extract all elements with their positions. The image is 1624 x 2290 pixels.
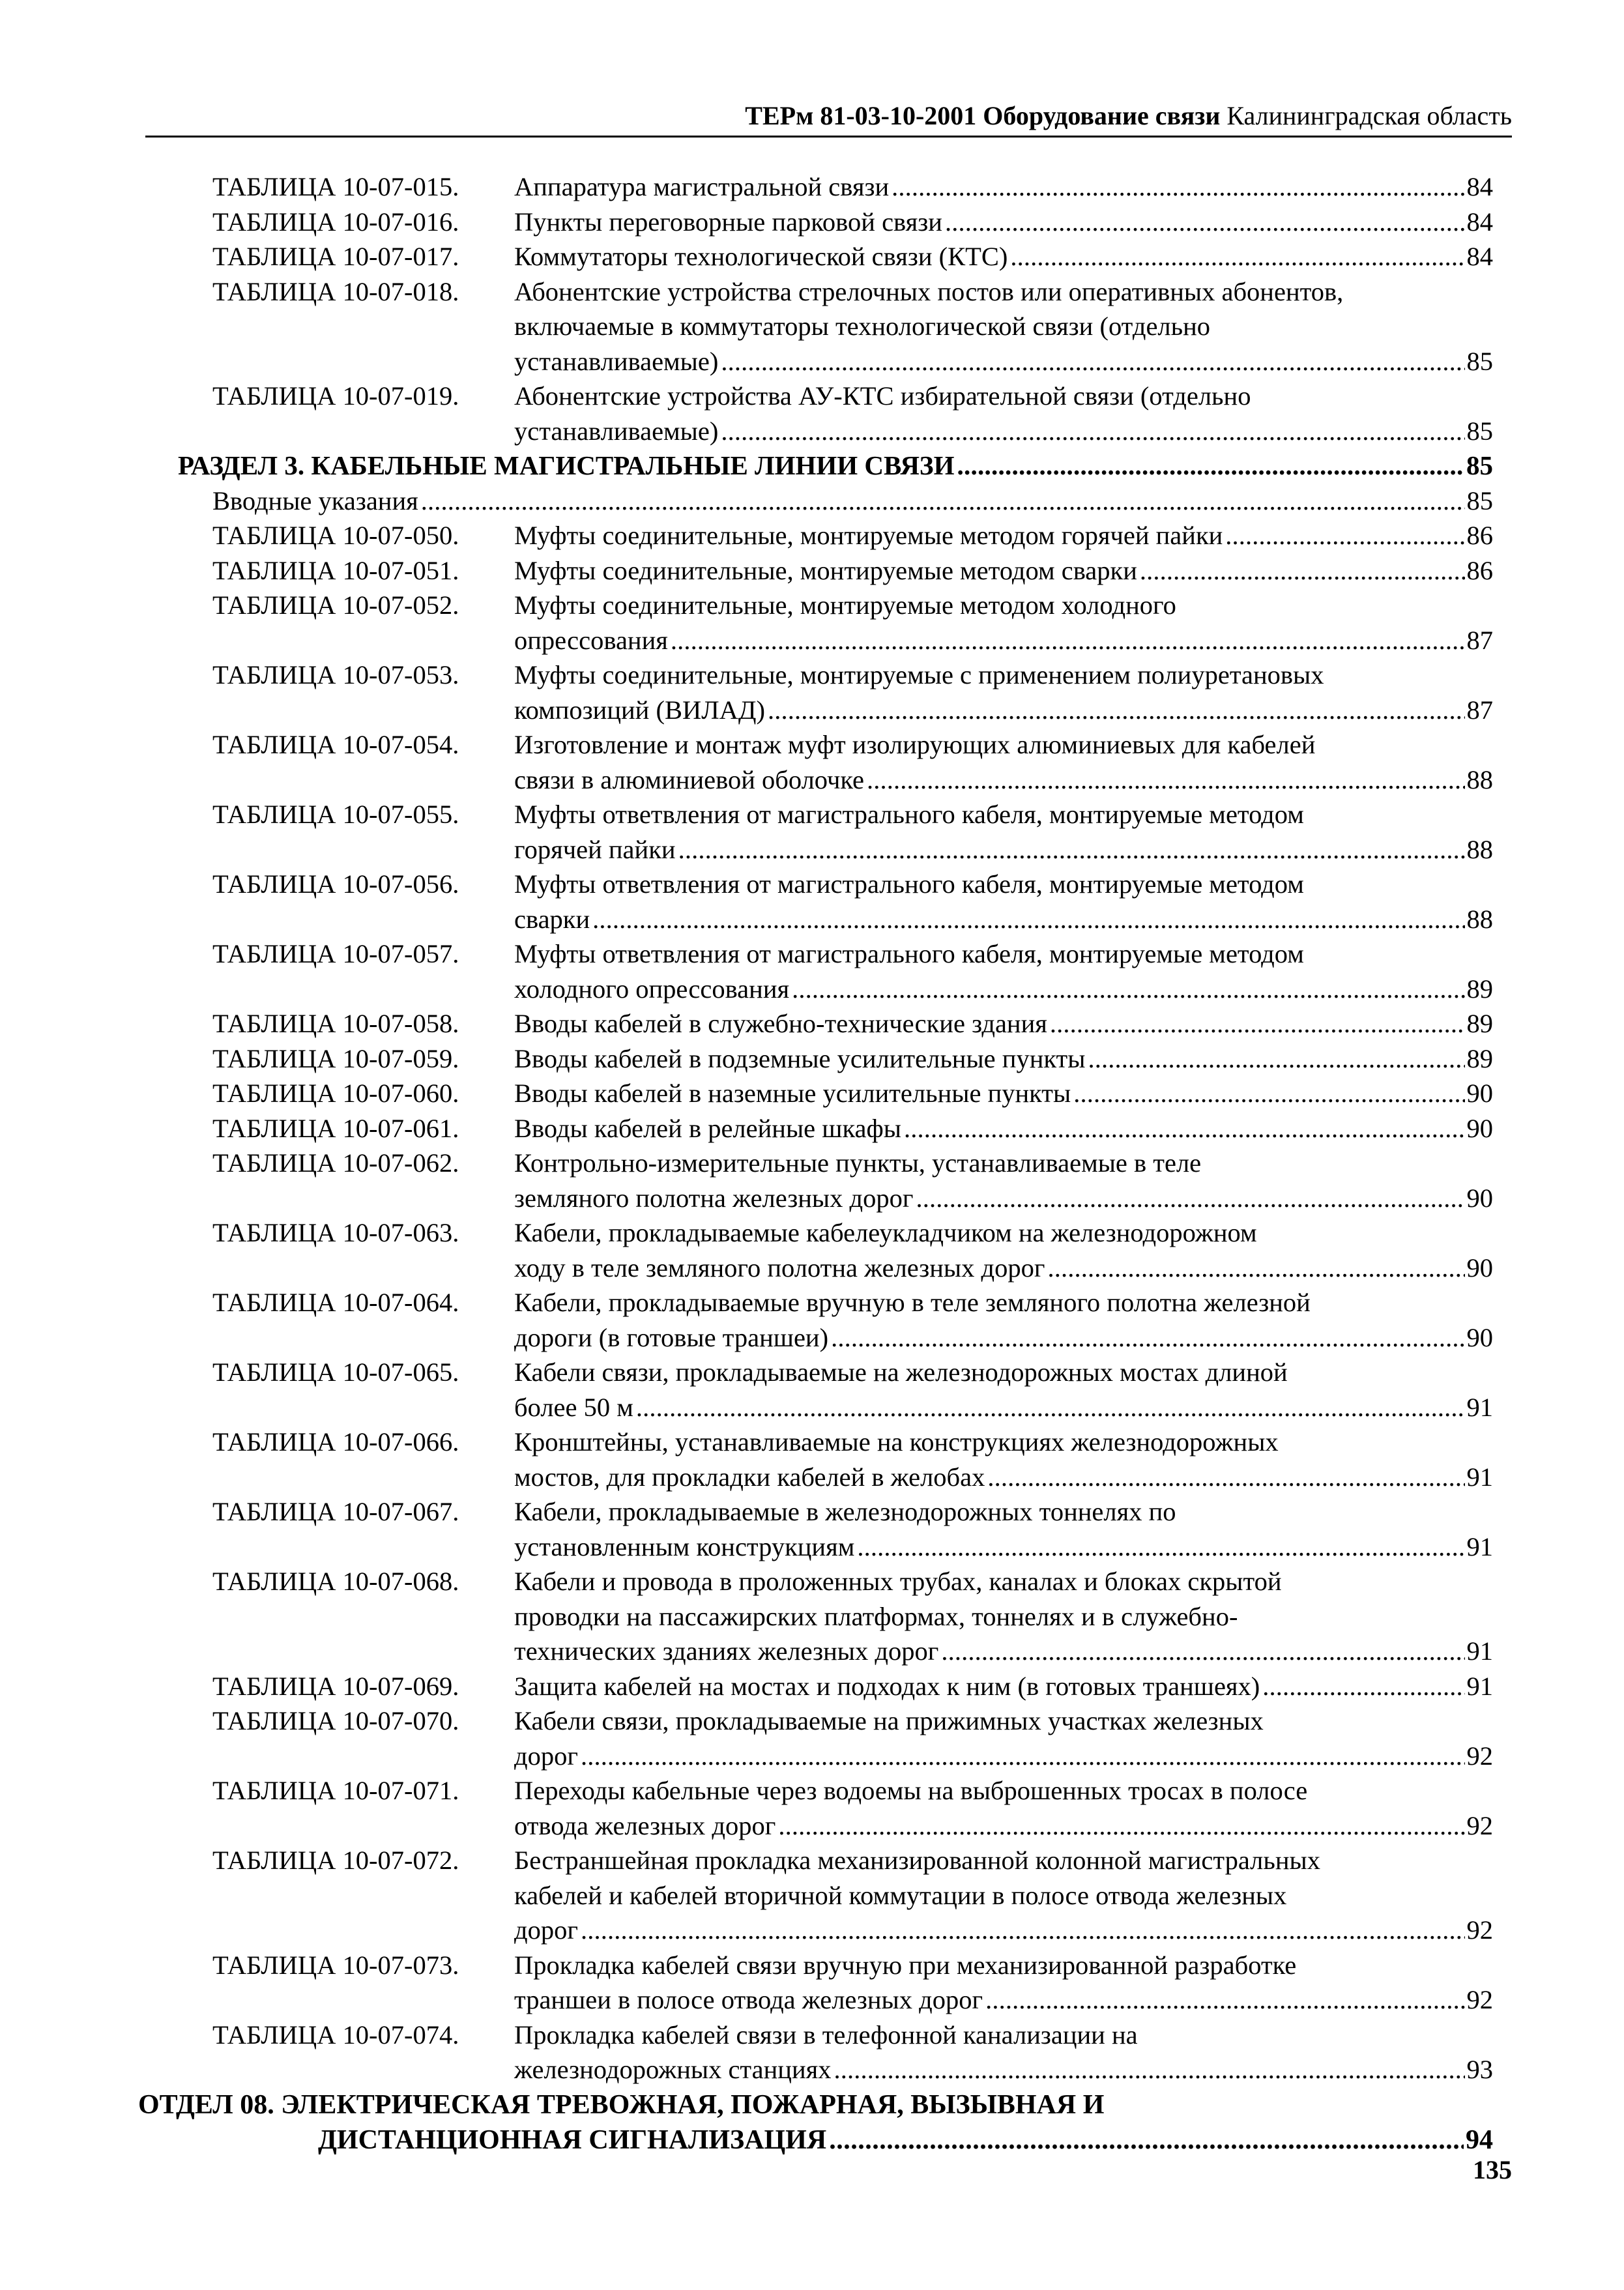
- toc-otdel-08-line2-text: ДИСТАНЦИОННАЯ СИГНАЛИЗАЦИЯ: [318, 2124, 827, 2155]
- dot-leader: [592, 902, 1464, 937]
- dot-leader: [1262, 1669, 1464, 1704]
- toc-title-last-line: [514, 414, 1493, 449]
- dot-leader: [1050, 1006, 1465, 1041]
- toc-table-title: [514, 1948, 1493, 2018]
- toc-table-title: [514, 1843, 1493, 1948]
- toc-page-number: 92: [1466, 1741, 1493, 1771]
- toc-page-number: 84: [1466, 207, 1493, 237]
- toc-title-last-line: [514, 1808, 1493, 1844]
- toc-table-number: ТАБЛИЦА 10-07-017.: [212, 242, 459, 271]
- toc-table-title: [514, 936, 1493, 1006]
- toc-title-last-line: [514, 1739, 1493, 1774]
- toc-title-last-line: [514, 344, 1493, 379]
- toc-title-line: отвода железных дорог: [514, 1810, 776, 1840]
- toc-table-number: ТАБЛИЦА 10-07-074.: [212, 2020, 459, 2050]
- toc-table-number: ТАБЛИЦА 10-07-071.: [212, 1776, 459, 1805]
- toc-title-line: Кабели связи, прокладываемые на прижимных участках железных: [514, 1706, 1264, 1735]
- toc-table-title: [514, 1285, 1493, 1355]
- toc-title-last-line: [514, 553, 1493, 588]
- toc-title-last-line: [514, 972, 1493, 1007]
- toc-title-line: Абонентские устройства АУ-КТС избирательной связи (отдельно: [514, 381, 1251, 411]
- toc-table-entry[interactable]: [0, 2018, 1624, 2087]
- toc-table-entry[interactable]: [0, 1703, 1624, 1773]
- toc-table-number: ТАБЛИЦА 10-07-060.: [212, 1079, 459, 1108]
- toc-table-number: ТАБЛИЦА 10-07-019.: [212, 381, 459, 411]
- toc-title-line: Муфты ответвления от магистрального кабеля, монтируемые методом: [514, 869, 1304, 899]
- toc-page-number: 91: [1466, 1392, 1493, 1422]
- toc-table-number: ТАБЛИЦА 10-07-018.: [212, 276, 459, 306]
- toc-page-number: 88: [1466, 904, 1493, 934]
- toc-table-title: [514, 1355, 1493, 1425]
- toc-table-number: ТАБЛИЦА 10-07-072.: [212, 1846, 459, 1875]
- toc-table-number: ТАБЛИЦА 10-07-057.: [212, 939, 459, 968]
- toc-page-number: 84: [1466, 172, 1493, 201]
- toc-group-tables-part-2: [0, 169, 1624, 448]
- toc-table-number: ТАБЛИЦА 10-07-055.: [212, 800, 459, 829]
- toc-table-number: ТАБЛИЦА 10-07-064.: [212, 1288, 459, 1317]
- toc-page-number: 87: [1466, 625, 1493, 655]
- toc-table-entry[interactable]: [0, 518, 1624, 553]
- dot-leader: [721, 414, 1464, 449]
- toc-table-entry[interactable]: [0, 797, 1624, 867]
- toc-table-entry[interactable]: [0, 1948, 1624, 2018]
- toc-title-line: сварки: [514, 904, 590, 934]
- dot-leader: [957, 448, 1464, 484]
- toc-table-title: [514, 1425, 1493, 1494]
- toc-table-entry[interactable]: [0, 1215, 1624, 1285]
- dot-leader: [678, 832, 1465, 867]
- dot-leader: [831, 1320, 1464, 1355]
- dot-leader: [1140, 553, 1465, 588]
- toc-page-number: 86: [1466, 555, 1493, 585]
- toc-table-number: ТАБЛИЦА 10-07-067.: [212, 1497, 459, 1526]
- toc-title-last-line: [514, 832, 1493, 867]
- toc-table-entry[interactable]: [0, 205, 1624, 240]
- toc-page-number: 91: [1466, 1462, 1493, 1492]
- toc-table-number: ТАБЛИЦА 10-07-016.: [212, 207, 459, 237]
- toc-table-entry[interactable]: [0, 1041, 1624, 1077]
- toc-table-number: ТАБЛИЦА 10-07-061.: [212, 1113, 459, 1143]
- toc-title-line: включаемые в коммутаторы технологической связи (отдельно: [514, 312, 1211, 341]
- toc-title-line: земляного полотна железных дорог: [514, 1183, 914, 1213]
- toc-section-3[interactable]: [178, 448, 1493, 484]
- toc-section-3-title: РАЗДЕЛ 3. КАБЕЛЬНЫЕ МАГИСТРАЛЬНЫЕ ЛИНИИ СВЯЗИ: [178, 450, 955, 480]
- toc-title-line: Вводы кабелей в наземные усилительные пункты: [514, 1079, 1071, 1108]
- dot-leader: [834, 2052, 1465, 2087]
- toc-page-number: 89: [1466, 1009, 1493, 1038]
- toc-title-line: мостов, для прокладки кабелей в желобах: [514, 1462, 985, 1492]
- toc-table-entry[interactable]: [0, 1425, 1624, 1494]
- toc-title-last-line: [514, 1529, 1493, 1565]
- toc-table-number: ТАБЛИЦА 10-07-065.: [212, 1357, 459, 1387]
- toc-table-title: [514, 239, 1493, 274]
- dot-leader: [916, 1181, 1464, 1216]
- toc-table-title: [514, 1494, 1493, 1564]
- toc-title-last-line: [514, 1181, 1493, 1216]
- toc-table-title: [514, 518, 1493, 553]
- toc-title-line: композиций (ВИЛАД): [514, 695, 766, 725]
- toc-table-entry[interactable]: [0, 1669, 1624, 1704]
- toc-page-number: 90: [1466, 1113, 1493, 1143]
- toc-title-line: Кабели и провода в проложенных трубах, каналах и блоках скрытой: [514, 1567, 1282, 1596]
- toc-table-title: [514, 274, 1493, 379]
- toc-title-line: устанавливаемые): [514, 346, 719, 376]
- toc-page-number: 93: [1466, 2055, 1493, 2084]
- toc-table-title: [514, 205, 1493, 240]
- dot-leader: [941, 1634, 1464, 1669]
- toc-table-title: [514, 1564, 1493, 1669]
- toc-table-entry[interactable]: [0, 658, 1624, 727]
- toc-page-number: 90: [1466, 1183, 1493, 1213]
- toc-title-line: холодного опрессования: [514, 974, 790, 1004]
- toc-title-line: Вводы кабелей в служебно-технические здания: [514, 1009, 1047, 1038]
- toc-table-title: [514, 1703, 1493, 1773]
- toc-table-number: ТАБЛИЦА 10-07-073.: [212, 1950, 459, 1980]
- toc-page-number: 92: [1466, 1810, 1493, 1840]
- dot-leader: [768, 693, 1464, 728]
- toc-table-title: [514, 1041, 1493, 1077]
- dot-leader: [987, 1460, 1464, 1495]
- toc-table-title: [514, 1006, 1493, 1041]
- dot-leader: [778, 1808, 1464, 1844]
- toc-title-line: Вводы кабелей в релейные шкафы: [514, 1113, 901, 1143]
- toc-page-number: 92: [1466, 1985, 1493, 2014]
- toc-title-line: Переходы кабельные через водоемы на выброшенных тросах в полосе: [514, 1776, 1308, 1805]
- dot-leader: [945, 205, 1465, 240]
- toc-table-entry[interactable]: [0, 1494, 1624, 1564]
- toc-page-number: 89: [1466, 974, 1493, 1004]
- toc-title-line: Кабели, прокладываемые вручную в теле земляного полотна железной: [514, 1288, 1311, 1317]
- toc-table-title: [514, 867, 1493, 936]
- header-region: Калининградская область: [1226, 101, 1512, 130]
- toc-title-line: проводки на пассажирских платформах, тоннелях и в служебно-: [514, 1601, 1238, 1631]
- toc-page-number: 85: [1466, 346, 1493, 376]
- dot-leader: [421, 484, 1465, 519]
- toc-section-3-page: 85: [1466, 450, 1493, 480]
- toc-table-title: [514, 1076, 1493, 1111]
- toc-table-entry[interactable]: [0, 936, 1624, 1006]
- toc-title-line: Кронштейны, устанавливаемые на конструкциях железнодорожных: [514, 1427, 1279, 1457]
- toc-table-title: [514, 1773, 1493, 1843]
- toc-title-line: связи в алюминиевой оболочке: [514, 764, 865, 794]
- toc-title-last-line: [514, 1982, 1493, 2018]
- toc-title-line: установленным конструкциям: [514, 1531, 855, 1561]
- toc-table-entry[interactable]: [0, 1111, 1624, 1146]
- table-of-contents: [0, 169, 1624, 2158]
- toc-table-entry[interactable]: [0, 1076, 1624, 1111]
- toc-title-line: Муфты соединительные, монтируемые с применением полиуретановых: [514, 660, 1324, 689]
- toc-title-line: Контрольно-измерительные пункты, устанавливаемые в теле: [514, 1148, 1202, 1178]
- toc-otdel-08-line1: ОТДЕЛ 08. ЭЛЕКТРИЧЕСКАЯ ТРЕВОЖНАЯ, ПОЖАРНАЯ, ВЫЗЫВНАЯ И: [138, 2089, 1105, 2120]
- toc-title-line: Муфты соединительные, монтируемые методом сварки: [514, 555, 1137, 585]
- toc-title-line: дорог: [514, 1741, 578, 1771]
- toc-title-last-line: [514, 623, 1493, 658]
- toc-page-number: 86: [1466, 521, 1493, 550]
- toc-title-line: Муфты ответвления от магистрального кабеля, монтируемые методом: [514, 800, 1304, 829]
- toc-title-line: Аппаратура магистральной связи: [514, 172, 890, 201]
- toc-title-last-line: [514, 1041, 1493, 1077]
- toc-title-last-line: [514, 1634, 1493, 1669]
- toc-table-entry[interactable]: [0, 274, 1624, 379]
- toc-title-last-line: [514, 1669, 1493, 1704]
- toc-table-title: [514, 727, 1493, 797]
- toc-table-number: ТАБЛИЦА 10-07-059.: [212, 1043, 459, 1073]
- dot-leader: [721, 344, 1464, 379]
- toc-page-number: 88: [1466, 834, 1493, 864]
- toc-intro[interactable]: [212, 484, 1493, 519]
- toc-table-number: ТАБЛИЦА 10-07-070.: [212, 1706, 459, 1735]
- toc-title-line: технических зданиях железных дорог: [514, 1636, 939, 1666]
- toc-title-last-line: [514, 902, 1493, 937]
- toc-title-line: Защита кабелей на мостах и подходах к ним (в готовых траншеях): [514, 1671, 1260, 1701]
- toc-title-line: Муфты соединительные, монтируемые методом горячей пайки: [514, 521, 1223, 550]
- toc-title-line: горячей пайки: [514, 834, 676, 864]
- toc-title-line: более 50 м: [514, 1392, 633, 1422]
- toc-title-last-line: [514, 518, 1493, 553]
- toc-title-line: Кабели, прокладываемые кабелеукладчиком на железнодорожном: [514, 1218, 1257, 1247]
- toc-title-line: Изготовление и монтаж муфт изолирующих алюминиевых для кабелей: [514, 730, 1316, 759]
- toc-table-number: ТАБЛИЦА 10-07-062.: [212, 1148, 459, 1178]
- toc-table-title: [514, 1215, 1493, 1285]
- toc-page-number: 89: [1466, 1043, 1493, 1073]
- toc-table-entry[interactable]: [0, 1285, 1624, 1355]
- toc-group-tables-section-3: [0, 518, 1624, 2087]
- toc-title-line: устанавливаемые): [514, 416, 719, 446]
- toc-table-entry[interactable]: [0, 1006, 1624, 1041]
- toc-title-last-line: [514, 1111, 1493, 1146]
- toc-page-number: 88: [1466, 764, 1493, 794]
- toc-title-line: Кабели связи, прокладываемые на железнодорожных мостах длиной: [514, 1357, 1288, 1387]
- toc-title-last-line: [514, 1076, 1493, 1111]
- toc-table-number: ТАБЛИЦА 10-07-056.: [212, 869, 459, 899]
- dot-leader: [581, 1913, 1465, 1948]
- toc-page-number: 87: [1466, 695, 1493, 725]
- toc-title-line: Бестраншейная прокладка механизированной колонной магистральных: [514, 1846, 1320, 1875]
- toc-table-title: [514, 658, 1493, 727]
- toc-page-number: 91: [1466, 1531, 1493, 1561]
- dot-leader: [636, 1390, 1465, 1425]
- toc-title-last-line: [514, 1006, 1493, 1041]
- toc-table-title: [514, 588, 1493, 658]
- dot-leader: [671, 623, 1465, 658]
- toc-table-entry[interactable]: [0, 1773, 1624, 1843]
- running-header: [145, 98, 1512, 134]
- toc-title-line: Кабели, прокладываемые в железнодорожных тоннелях по: [514, 1497, 1176, 1526]
- dot-leader: [581, 1739, 1465, 1774]
- toc-table-number: ТАБЛИЦА 10-07-068.: [212, 1567, 459, 1596]
- toc-table-entry[interactable]: [0, 169, 1624, 205]
- dot-leader: [1073, 1076, 1464, 1111]
- toc-title-last-line: [514, 1460, 1493, 1495]
- toc-title-line: траншеи в полосе отвода железных дорог: [514, 1985, 983, 2014]
- dot-leader: [1047, 1251, 1464, 1286]
- dot-leader: [985, 1982, 1464, 2018]
- dot-leader: [857, 1529, 1464, 1565]
- toc-title-last-line: [514, 762, 1493, 798]
- toc-table-number: ТАБЛИЦА 10-07-052.: [212, 590, 459, 620]
- toc-table-title: [514, 1669, 1493, 1704]
- dot-leader: [1225, 518, 1464, 553]
- toc-table-entry[interactable]: [0, 1564, 1624, 1669]
- toc-table-entry[interactable]: [0, 867, 1624, 936]
- toc-table-title: [514, 379, 1493, 448]
- toc-title-line: ходу в теле земляного полотна железных дорог: [514, 1253, 1045, 1283]
- toc-title-last-line: [514, 2052, 1493, 2087]
- page-number: 135: [1473, 2155, 1512, 2184]
- toc-title-line: дорог: [514, 1915, 578, 1945]
- dot-leader: [1088, 1041, 1464, 1077]
- toc-table-entry[interactable]: [0, 727, 1624, 797]
- dot-leader: [892, 169, 1464, 205]
- toc-table-number: ТАБЛИЦА 10-07-066.: [212, 1427, 459, 1457]
- toc-title-line: опрессования: [514, 625, 668, 655]
- toc-table-entry[interactable]: [0, 588, 1624, 658]
- toc-page-number: 91: [1466, 1636, 1493, 1666]
- toc-table-number: ТАБЛИЦА 10-07-051.: [212, 555, 459, 585]
- toc-title-line: дороги (в готовые траншеи): [514, 1322, 829, 1352]
- toc-page-number: 90: [1466, 1079, 1493, 1108]
- toc-table-entry[interactable]: [0, 379, 1624, 448]
- toc-page-number: 91: [1466, 1671, 1493, 1701]
- header-rule: [145, 136, 1512, 138]
- toc-table-number: ТАБЛИЦА 10-07-069.: [212, 1671, 459, 1701]
- toc-table-entry[interactable]: [0, 1355, 1624, 1425]
- toc-page-number: 85: [1466, 416, 1493, 446]
- toc-table-title: [514, 1111, 1493, 1146]
- toc-intro-title: Вводные указания: [212, 486, 418, 515]
- toc-table-number: ТАБЛИЦА 10-07-050.: [212, 521, 459, 550]
- toc-otdel-08-page: 94: [1466, 2124, 1493, 2155]
- header-code: ТЕРм 81-03-10-2001 Оборудование связи: [745, 101, 1221, 130]
- toc-table-number: ТАБЛИЦА 10-07-053.: [212, 660, 459, 689]
- toc-title-last-line: [514, 169, 1493, 205]
- toc-table-title: [514, 169, 1493, 205]
- toc-title-last-line: [514, 693, 1493, 728]
- toc-title-line: кабелей и кабелей вторичной коммутации в полосе отвода железных: [514, 1880, 1287, 1910]
- toc-title-line: Абонентские устройства стрелочных постов или оперативных абонентов,: [514, 276, 1344, 306]
- dot-leader: [1010, 239, 1464, 274]
- toc-title-line: Пункты переговорные парковой связи: [514, 207, 942, 237]
- toc-page-number: 90: [1466, 1322, 1493, 1352]
- toc-title-line: железнодорожных станциях: [514, 2055, 832, 2084]
- toc-title-line: Муфты соединительные, монтируемые методом холодного: [514, 590, 1176, 620]
- toc-table-title: [514, 797, 1493, 867]
- toc-otdel-08-line2: [318, 2123, 1493, 2158]
- toc-table-title: [514, 1146, 1493, 1215]
- toc-table-entry[interactable]: [0, 239, 1624, 274]
- dot-leader: [792, 972, 1464, 1007]
- toc-table-entry[interactable]: [0, 1843, 1624, 1948]
- toc-title-last-line: [514, 1913, 1493, 1948]
- toc-table-title: [514, 553, 1493, 588]
- toc-table-number: ТАБЛИЦА 10-07-063.: [212, 1218, 459, 1247]
- toc-title-last-line: [514, 239, 1493, 274]
- toc-table-entry[interactable]: [0, 1146, 1624, 1215]
- toc-page-number: 84: [1466, 242, 1493, 271]
- toc-title-line: Коммутаторы технологической связи (КТС): [514, 242, 1008, 271]
- toc-table-number: ТАБЛИЦА 10-07-015.: [212, 172, 459, 201]
- toc-page-number: 90: [1466, 1253, 1493, 1283]
- toc-otdel-08[interactable]: [0, 2087, 1624, 2158]
- toc-page-number: 92: [1466, 1915, 1493, 1945]
- toc-title-line: Муфты ответвления от магистрального кабеля, монтируемые методом: [514, 939, 1304, 968]
- dot-leader: [904, 1111, 1465, 1146]
- toc-title-line: Прокладка кабелей связи в телефонной канализации на: [514, 2020, 1138, 2050]
- toc-intro-page: 85: [1466, 486, 1493, 515]
- toc-table-title: [514, 2018, 1493, 2087]
- toc-table-number: ТАБЛИЦА 10-07-058.: [212, 1009, 459, 1038]
- toc-title-last-line: [514, 205, 1493, 240]
- toc-title-last-line: [514, 1320, 1493, 1355]
- toc-table-number: ТАБЛИЦА 10-07-054.: [212, 730, 459, 759]
- toc-title-line: Вводы кабелей в подземные усилительные пункты: [514, 1043, 1086, 1073]
- toc-title-line: Прокладка кабелей связи вручную при механизированной разработке: [514, 1950, 1297, 1980]
- toc-title-last-line: [514, 1390, 1493, 1425]
- toc-title-last-line: [514, 1251, 1493, 1286]
- toc-table-entry[interactable]: [0, 553, 1624, 588]
- dot-leader: [867, 762, 1464, 798]
- dot-leader: [829, 2123, 1464, 2158]
